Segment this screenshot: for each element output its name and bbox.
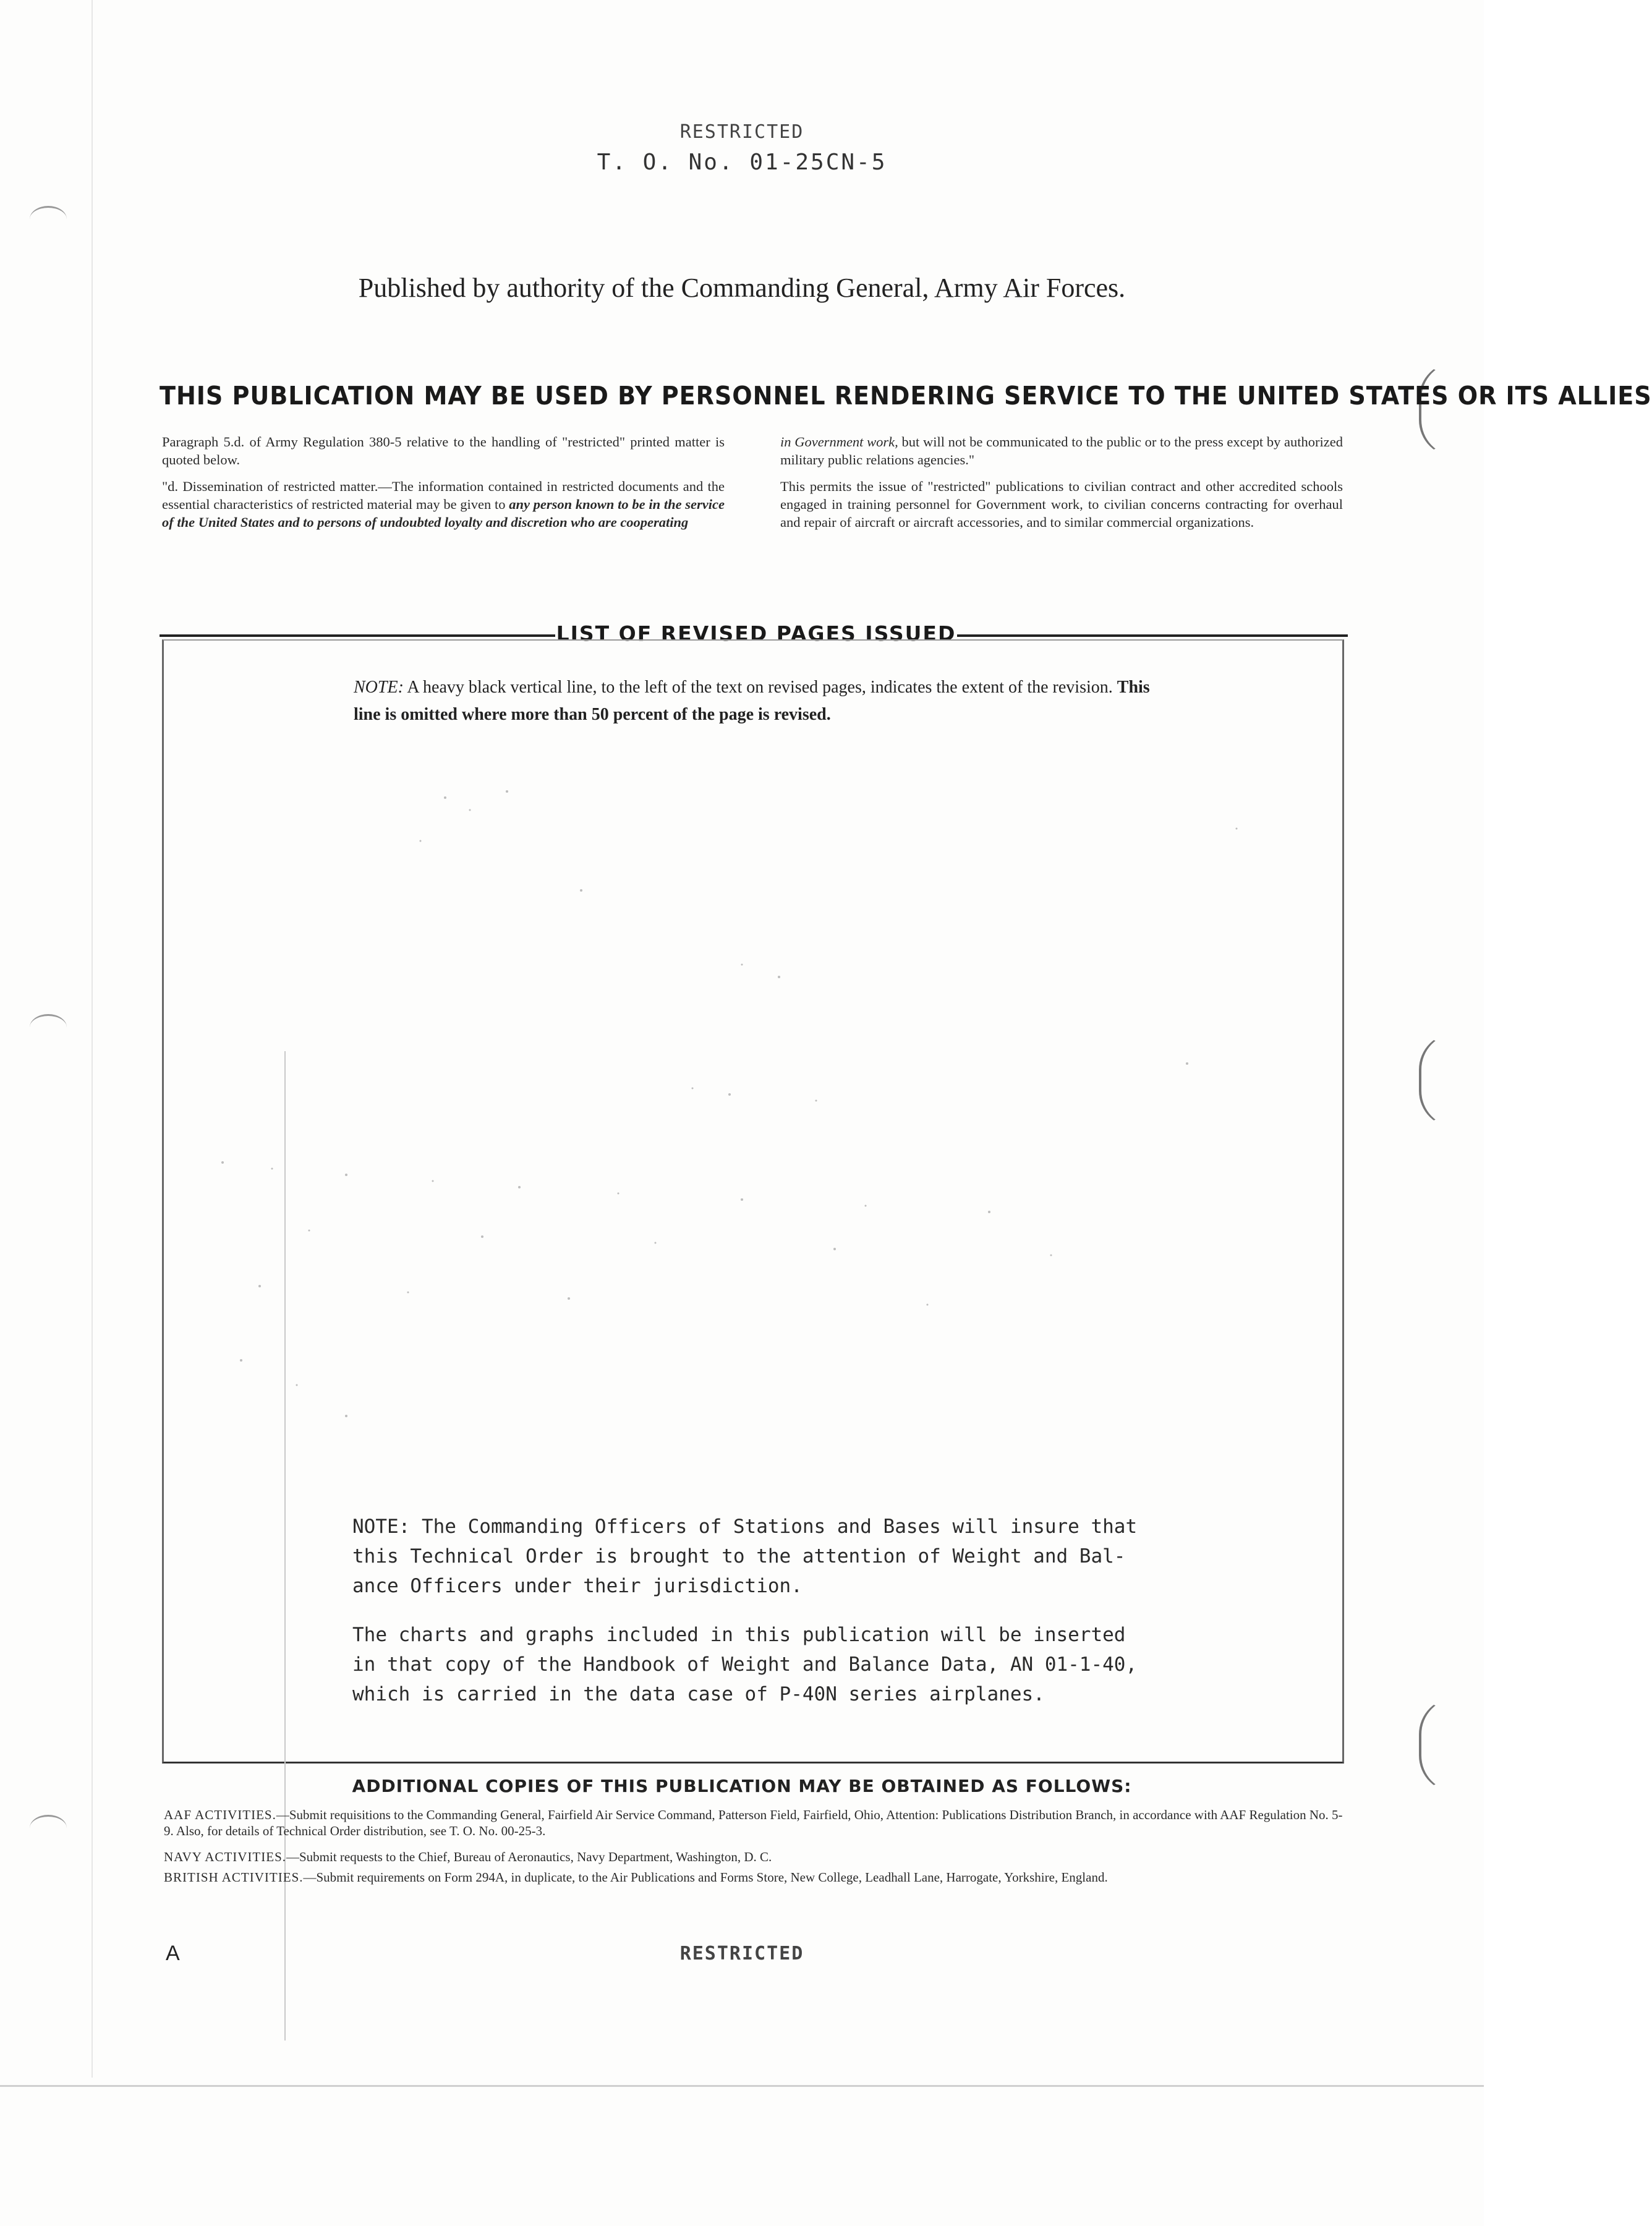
regulation-quote-text: "d. Dissemination of restricted matter.—The information contained in restricted documents and the essential characteristics of restricted material may be given to <box>162 479 725 512</box>
british-heading: BRITISH ACTIVITIES. <box>164 1870 304 1885</box>
navy-text: —Submit requests to the Chief, Bureau of Aeronautics, Navy Department, Washington, D. C. <box>286 1849 772 1864</box>
revised-pages-title: LIST OF REVISED PAGES ISSUED <box>556 621 956 646</box>
navy-heading: NAVY ACTIVITIES. <box>164 1849 286 1864</box>
authority-line: Published by authority of the Commanding General, Army Air Forces. <box>358 273 1126 303</box>
revision-note-text: A heavy black vertical line, to the left of the text on revised pages, indicates the extent of the revision. <box>403 678 1117 697</box>
regulation-quote-continued <box>780 433 1343 469</box>
british-distribution <box>164 1869 1351 1885</box>
header-rule-left <box>160 634 555 637</box>
margin-mark-icon <box>30 1815 67 1841</box>
page-identifier: A <box>166 1942 180 1965</box>
weight-balance-note: NOTE: The Commanding Officers of Stations and Bases will insure that this Technical Order is brought to the attention of Weight and Bal- ance Officers under their jurisdiction. <box>352 1516 1138 1597</box>
header-rule-right <box>957 634 1348 637</box>
classification-header: RESTRICTED <box>679 121 804 143</box>
bleed-through-speckle <box>185 742 1298 1484</box>
aaf-text: —Submit requisitions to the Commanding General, Fairfield Air Service Command, Patterson Field, Fairfield, Ohio, Attention: Publications Distribution Branch, in accordance with AAF Regulation No. 5-9. Also, for details of Technical Order distribution, see T. O. No. 00-25-3. <box>164 1807 1343 1838</box>
british-text: —Submit requirements on Form 294A, in duplicate, to the Air Publications and Forms Store, New College, Leadhall Lane, Harrogate, Yorkshire, England. <box>303 1870 1108 1885</box>
margin-mark-icon <box>30 206 67 232</box>
classification-footer: RESTRICTED <box>679 1943 804 1964</box>
regulation-right-column <box>780 433 1343 540</box>
punch-hole-icon <box>1419 1033 1465 1128</box>
scan-bottom-edge <box>0 2085 1484 2087</box>
charts-insertion-note: The charts and graphs included in this publication will be inserted in that copy of the Handbook of Weight and Balance Data, AN 01-1-40, which is carried in the data case of P-40N series airplanes. <box>352 1624 1138 1705</box>
usage-banner: THIS PUBLICATION MAY BE USED BY PERSONNEL RENDERING SERVICE TO THE UNITED STATES OR ITS ALLIES <box>160 381 1652 411</box>
revision-note <box>354 674 1176 728</box>
binding-margin-line <box>92 0 93 2078</box>
navy-distribution <box>164 1849 1351 1865</box>
additional-copies-title: ADDITIONAL COPIES OF THIS PUBLICATION MAY BE OBTAINED AS FOLLOWS: <box>352 1776 1132 1796</box>
revision-note-emphasis: This line is omitted where more than 50 percent of the page is revised. <box>354 678 1150 724</box>
regulation-permission: This permits the issue of "restricted" publications to civilian contract and other accredited schools engaged in training personnel for Government work, to civilian concerns contracting for overhaul and repair of aircraft or aircraft accessories, and to similar commercial organizations. <box>780 479 1343 530</box>
margin-mark-icon <box>30 1014 67 1041</box>
regulation-paragraph: Paragraph 5.d. of Army Regulation 380-5 relative to the handling of "restricted" printed matter is quoted below. <box>162 434 725 467</box>
technical-order-number: T. O. No. 01-25CN-5 <box>597 150 887 175</box>
regulation-quote-rest: but will not be communicated to the public or to the press except by authorized military public relations agencies." <box>780 434 1343 467</box>
regulation-quote-emphasis: any person known to be in the service of the United States and to persons of undoubted loyalty and discretion who are cooperating <box>162 497 725 530</box>
aaf-heading: AAF ACTIVITIES. <box>164 1807 276 1822</box>
aaf-distribution <box>164 1807 1351 1839</box>
regulation-left-column <box>162 433 725 540</box>
regulation-quote-emphasis-cont: in Government work, <box>780 434 898 450</box>
regulation-quote <box>162 477 725 531</box>
revision-note-label: NOTE: <box>354 678 404 697</box>
